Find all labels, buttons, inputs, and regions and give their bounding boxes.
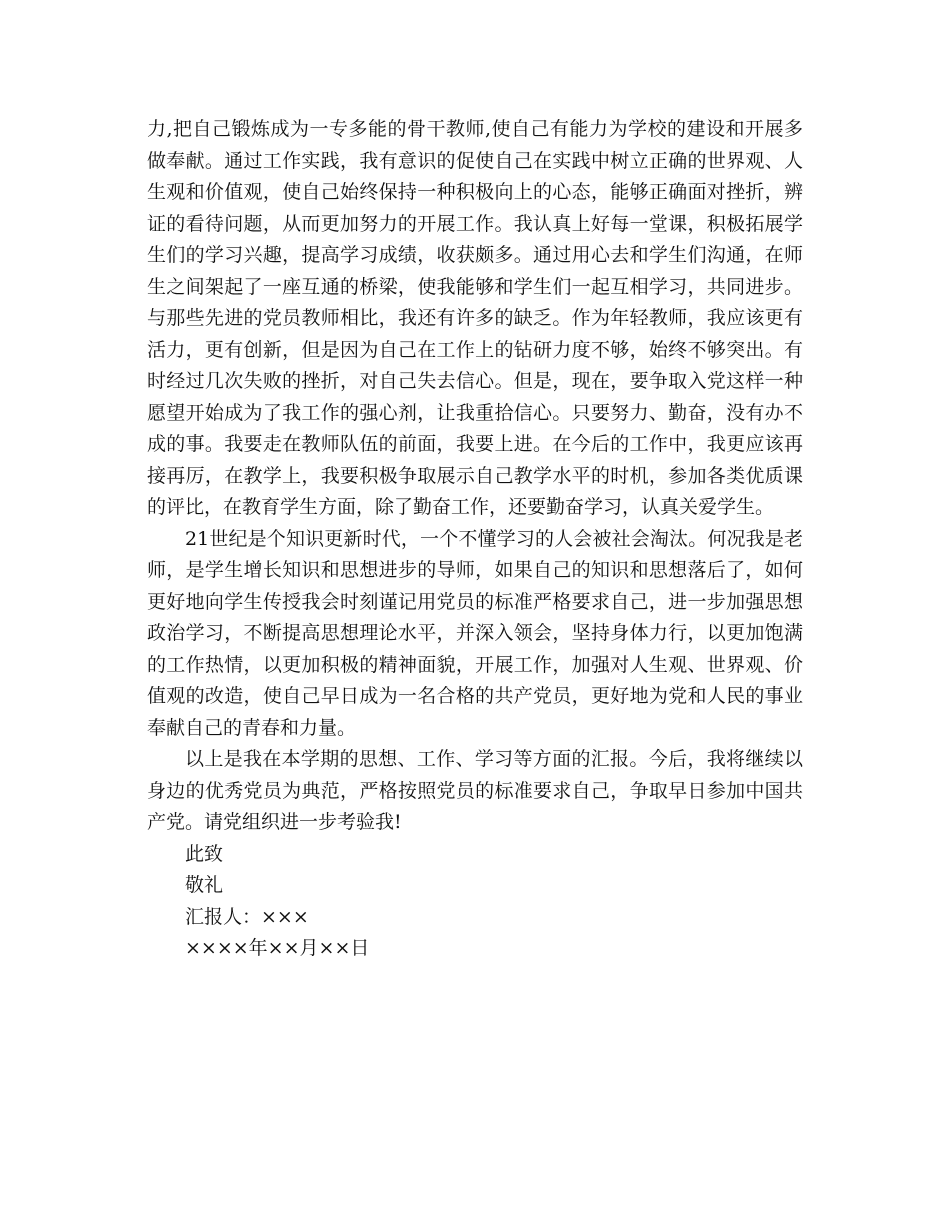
closing-salutation: 此致 (185, 842, 224, 865)
report-date: ××××年××月××日 (185, 937, 370, 959)
body-paragraph-3: 以上是我在本学期的思想、工作、学习等方面的汇报。今后，我将继续以身边的优秀党员为典范，严格按照党员的标准要求自己，争取早日参加中国共产党。请党组织进一步考验我! (147, 748, 803, 833)
reporter-signature: 汇报人：××× (185, 905, 309, 928)
body-paragraph-1: 力,把自己锻炼成为一专多能的骨干教师,使自己有能力为学校的建设和开展多做奉献。通过工作实践，我有意识的促使自己在实践中树立正确的世界观、人生观和价值观，使自己始终保持一种积极向上的心态，能够正确面对挫折，辨证的看待问题，从而更加努力的开展工作。我认真上好每一堂课，积极拓展学生们的学习兴趣，提高学习成绩，收获颇多。通过用心去和学生们沟通，在师生之间架起了一座互通的桥梁，使我能够和学生们一起互相学习，共同进步。 与那些先进的党员教师相比，我还有许多的缺乏。作为年轻教师，我应该更有活力，更有创新，但是因为自己在工作上的钻研力度不够，始终不够突出。有时经过几次失败的挫折，对自己失去信心。但是，现在，要争取入党这样一种愿望开始成为了我工作的强心剂，让我重拾信心。只要努力、勤奋，没有办不成的事。我要走在教师队伍的前面，我要上进。在今后的工作中，我更应该再接再厉，在教学上，我要积极争取展示自己教学水平的时机，参加各类优质课的评比，在教育学生方面，除了勤奋工作，还要勤奋学习，认真关爱学生。 (147, 118, 803, 518)
document-body (147, 114, 803, 965)
body-paragraph-2: 21世纪是个知识更新时代，一个不懂学习的人会被社会淘汰。何况我是老师，是学生增长知识和思想进步的导师，如果自己的知识和思想落后了，如何更好地向学生传授我会时刻谨记用党员的标准严格要求自己，进一步加强思想政治学习，不断提高思想理论水平，并深入领会，坚持身体力行，以更加饱满的工作热情，以更加积极的精神面貌，开展工作，加强对人生观、世界观、价值观的改造，使自己早日成为一名合格的共产党员，更好地为党和人民的事业奉献自己的青春和力量。 (147, 527, 803, 739)
closing-regards: 敬礼 (185, 874, 224, 896)
